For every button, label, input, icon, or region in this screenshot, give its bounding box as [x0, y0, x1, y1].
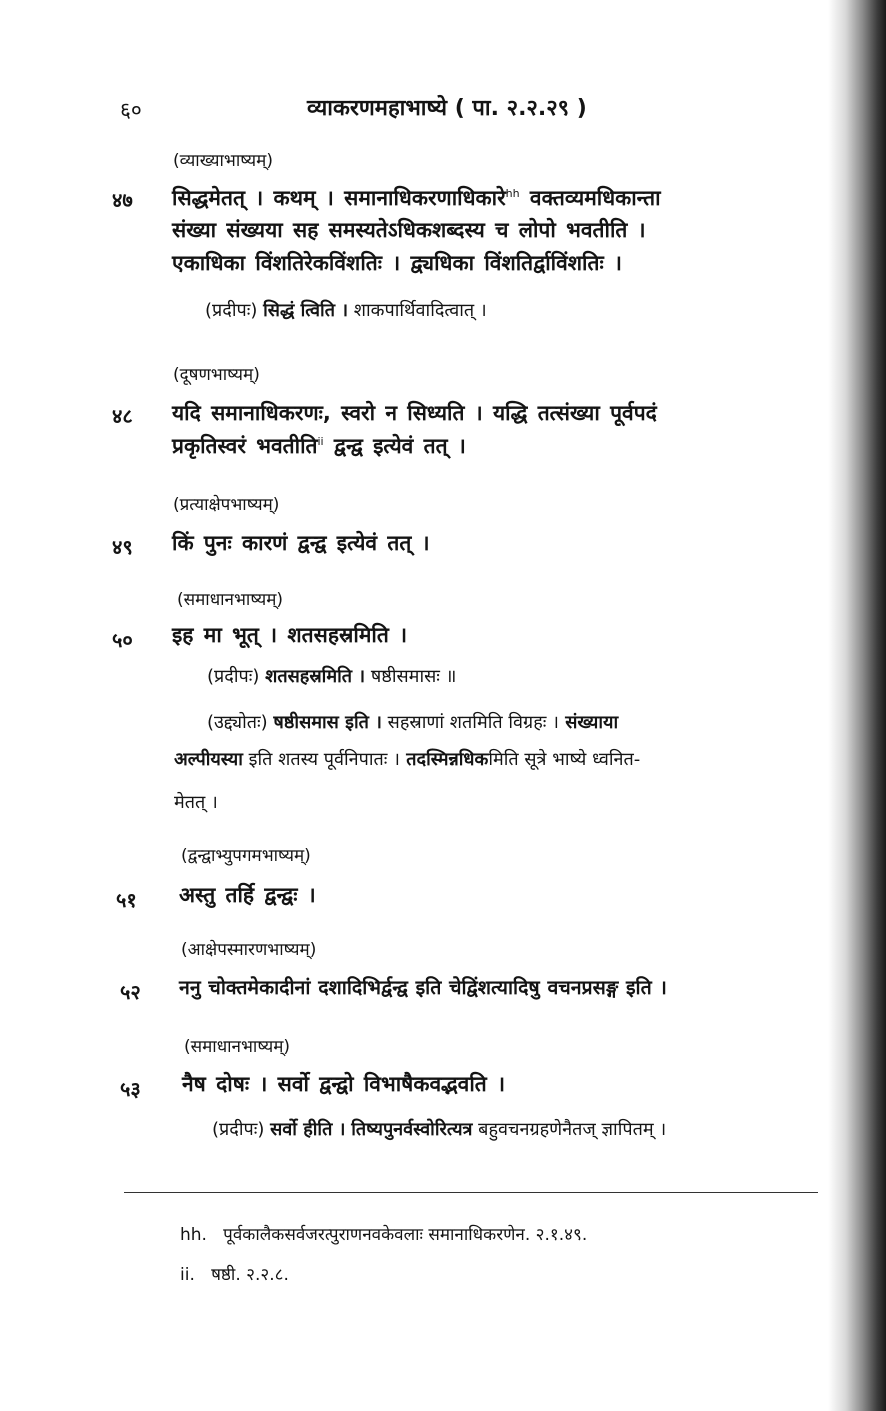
paragraph-number: ५०	[112, 628, 133, 652]
commentary-line: (प्रदीपः) शतसहस्रमिति । षष्ठीसमासः ॥	[207, 666, 457, 687]
page-edge-shadow	[828, 0, 886, 1411]
footnote-rule	[124, 1192, 818, 1193]
section-label: (दूषणभाष्यम्)	[173, 365, 260, 385]
text-line: सिद्धमेतत् । कथम् । समानाधिकरणाधिकारे$^{hh}$ वक्तव्यमधिकान्ता	[172, 186, 661, 210]
footnote-marker: ii	[317, 435, 324, 448]
text-line: इह मा भूत् । शतसहस्रमिति ।	[172, 623, 408, 647]
footnote: hh. पूर्वकालैकसर्वजरत्पुराणनवकेवलाः समानाधिकरणेन. २.१.४९.	[180, 1225, 588, 1245]
commentary-line: (प्रदीपः) सर्वो हीति । तिष्यपुनर्वस्वोरित्यत्र बहुवचनग्रहणेनैतज् ज्ञापितम् ।	[212, 1119, 667, 1140]
section-label: (समाधानभाष्यम्)	[184, 1037, 291, 1057]
paragraph-number: ५२	[120, 980, 141, 1004]
text-line: प्रकृतिस्वरं भवतीति$^{ii}$ द्वन्द्व इत्येवं तत् ।	[172, 434, 466, 458]
page-number: ६०	[120, 98, 142, 122]
footnote: ii. षष्ठी. २.२.८.	[180, 1265, 289, 1285]
paragraph-number: ५३	[120, 1077, 141, 1101]
paragraph-number: ४८	[112, 404, 133, 428]
section-label: (द्वन्द्वाभ्युपगमभाष्यम्)	[181, 846, 311, 866]
section-label: (प्रत्याक्षेपभाष्यम्)	[173, 495, 280, 515]
text-line: ननु चोक्तमेकादीनां दशादिभिर्द्वन्द्व इति चेद्विंशत्यादिषु वचनप्रसङ्ग इति ।	[179, 976, 667, 999]
section-label: (समाधानभाष्यम्)	[177, 590, 284, 610]
paragraph-number: ४७	[112, 188, 133, 212]
text-line: यदि समानाधिकरणः, स्वरो न सिध्यति । यद्धि तत्संख्या पूर्वपदं	[172, 401, 657, 425]
paragraph-number: ४९	[112, 535, 133, 559]
text-line: किं पुनः कारणं द्वन्द्व इत्येवं तत् ।	[172, 531, 430, 555]
commentary-line: मेतत् ।	[174, 792, 218, 813]
text-line: एकाधिका विंशतिरेकविंशतिः । द्व्यधिका विंशतिर्द्वाविंशतिः ।	[172, 251, 622, 275]
section-label: (आक्षेपस्मारणभाष्यम्)	[181, 940, 317, 960]
section-label: (व्याख्याभाष्यम्)	[173, 151, 273, 171]
commentary-line: अल्पीयस्या इति शतस्य पूर्वनिपातः । तदस्मिन्नधिकमिति सूत्रे भाष्ये ध्वनित-	[174, 749, 641, 770]
footnote-marker: hh	[505, 187, 520, 200]
text-line: अस्तु तर्हि द्वन्द्वः ।	[179, 883, 316, 907]
paragraph-number: ५१	[116, 888, 137, 912]
commentary-line: (उद्द्योतः) षष्ठीसमास इति । सहस्राणां शतमिति विग्रहः । संख्याया	[207, 712, 619, 733]
text-line: संख्या संख्यया सह समस्यतेऽधिकशब्दस्य च लोपो भवतीति ।	[172, 218, 646, 242]
commentary-line: (प्रदीपः) सिद्धं त्विति । शाकपार्थिवादित्वात् ।	[205, 300, 487, 321]
text-line: नैष दोषः । सर्वो द्वन्द्वो विभाषैकवद्भवति ।	[182, 1072, 506, 1096]
running-head: व्याकरणमहाभाष्ये ( पा. २.२.२९ )	[307, 96, 587, 121]
